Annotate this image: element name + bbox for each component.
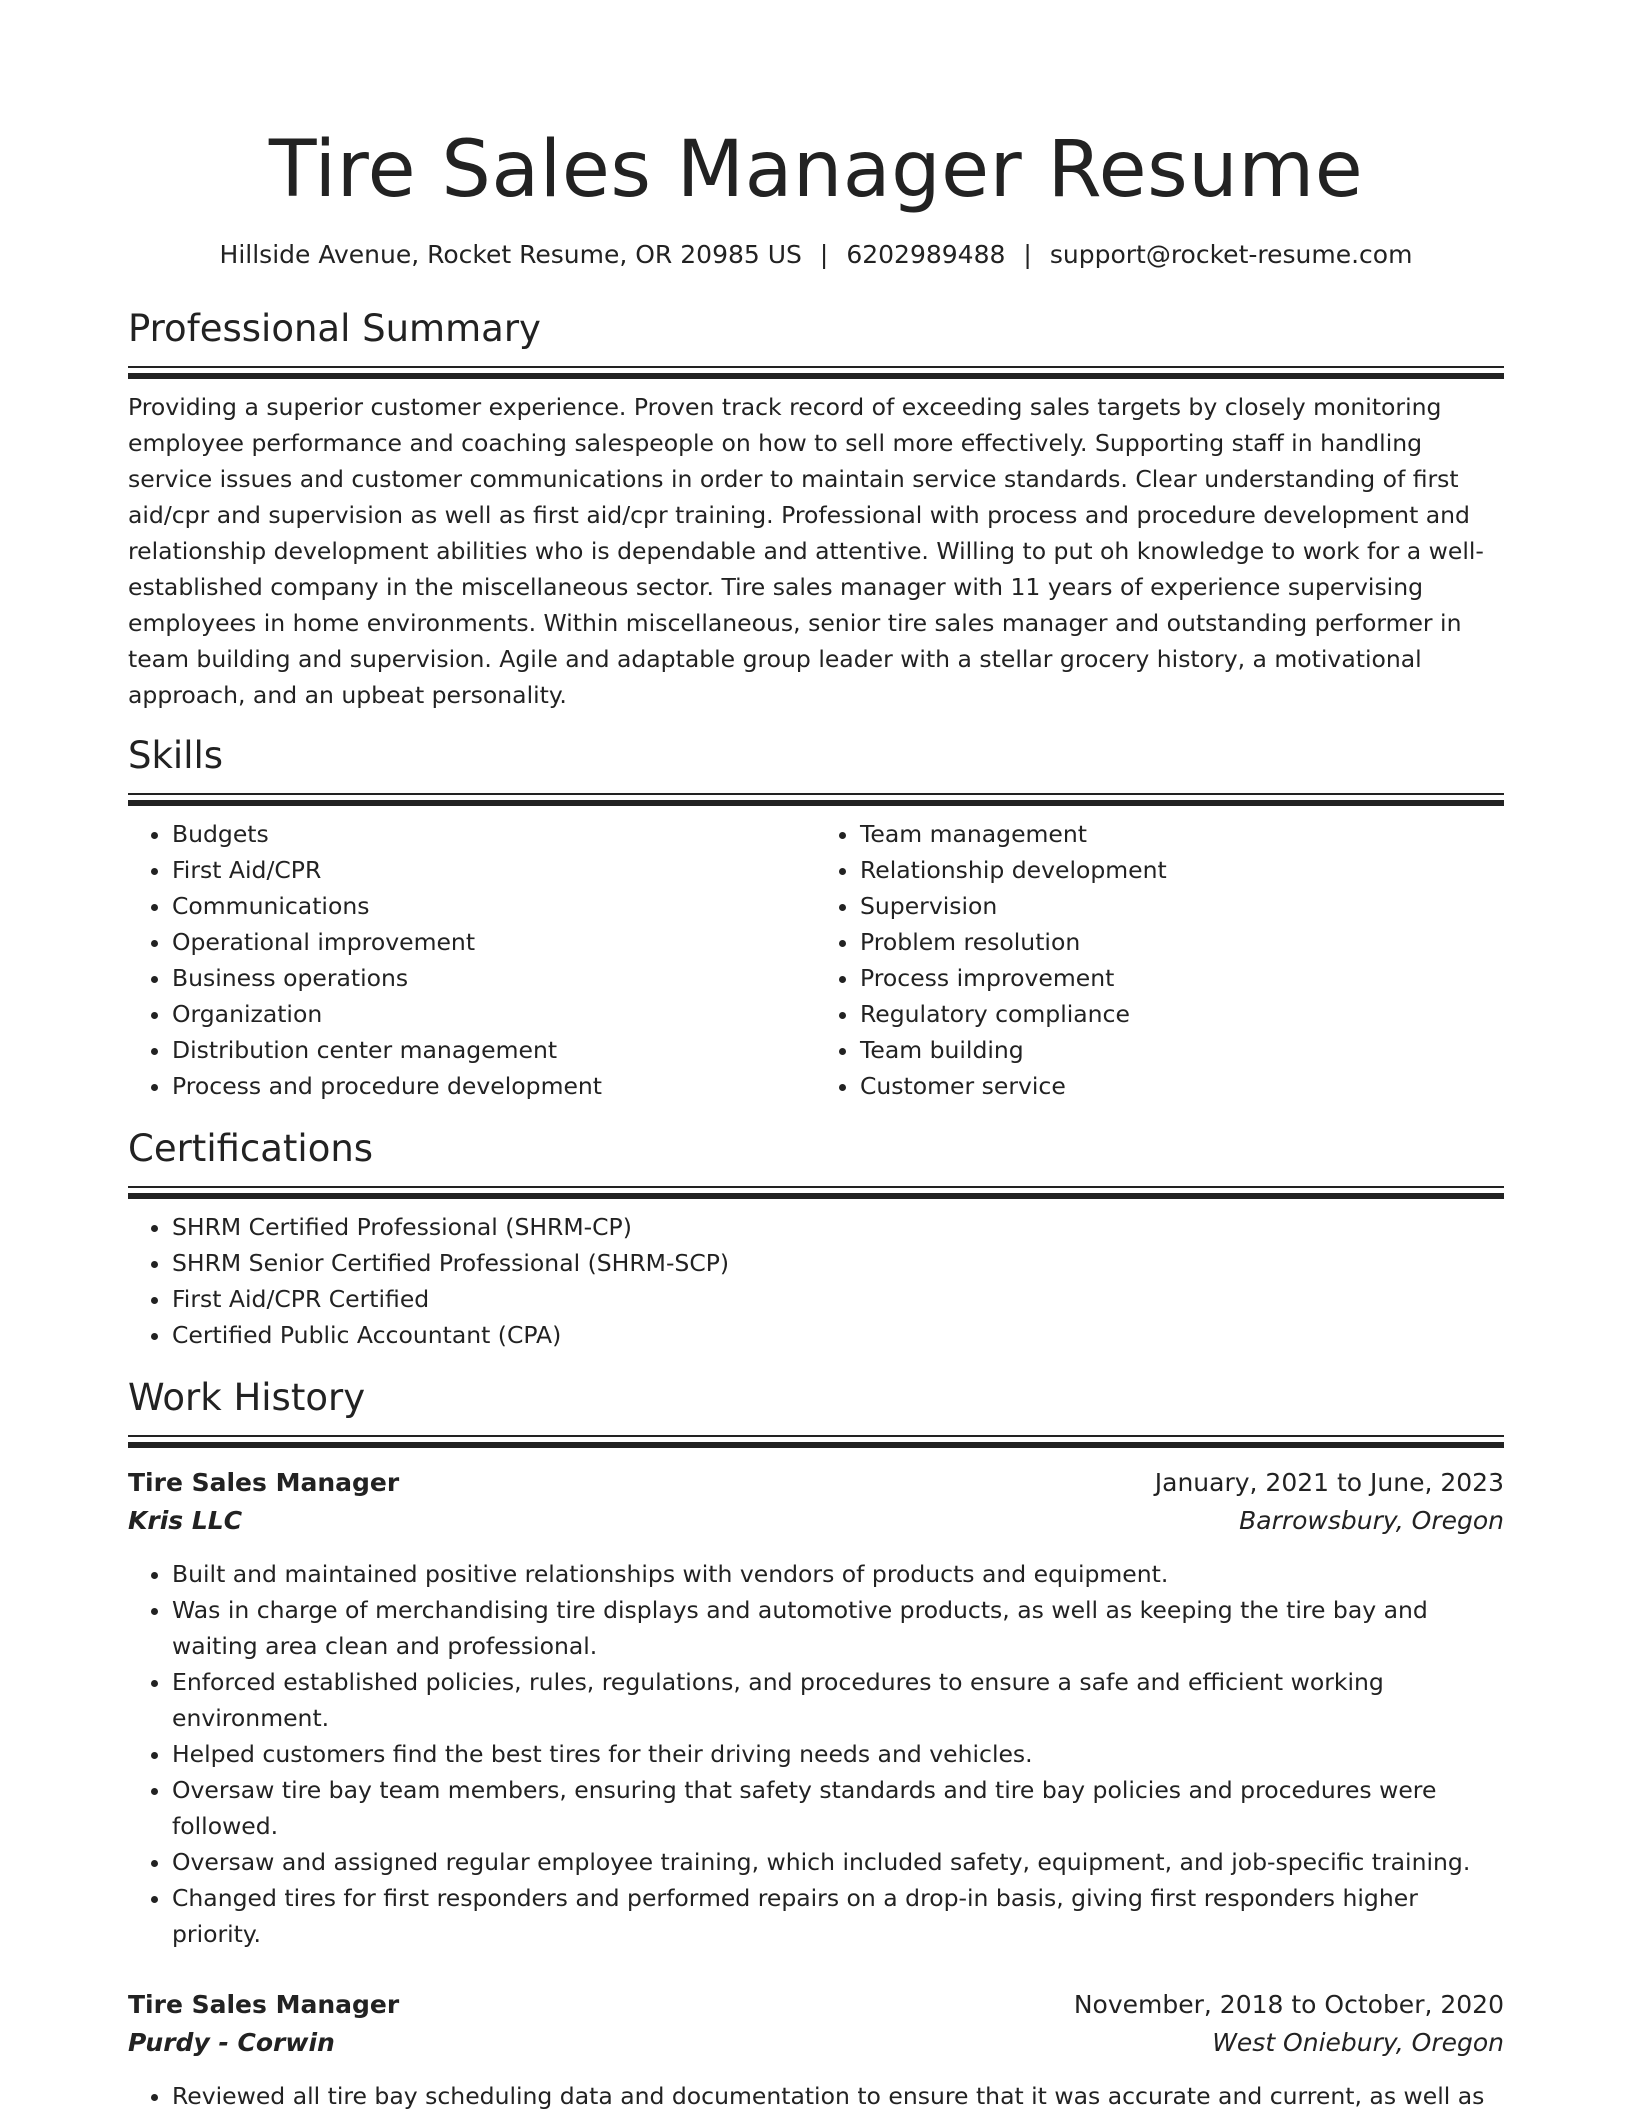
skill-item: • Distribution center management	[172, 1032, 816, 1068]
certifications-heading: Certifications	[128, 1127, 374, 1170]
job-company: Kris LLC	[128, 1506, 243, 1535]
contact-separator: |	[819, 240, 829, 269]
section-divider	[128, 793, 1504, 806]
job-bullet: • Was in charge of merchandising tire displays and automotive products, as well as keeping the tire bay and waiting area clean and professional.	[172, 1592, 1504, 1664]
skill-item: • First Aid/CPR	[172, 852, 816, 888]
skill-item: • Supervision	[860, 888, 1504, 924]
skill-item: • Team building	[860, 1032, 1504, 1068]
job-dates: November, 2018 to October, 2020	[1073, 1990, 1504, 2019]
job-bullet: • Helped customers find the best tires for their driving needs and vehicles.	[172, 1736, 1504, 1772]
job-location: Barrowsbury, Oregon	[1239, 1506, 1504, 1535]
skills-section	[128, 733, 1504, 1104]
certification-item: • First Aid/CPR Certified	[172, 1281, 1504, 1317]
work-history-heading: Work History	[128, 1376, 366, 1419]
skill-item: • Business operations	[172, 960, 816, 996]
certifications-list	[128, 1209, 1504, 1353]
job-bullets	[128, 2078, 1504, 2114]
job-title: Tire Sales Manager	[128, 1468, 400, 1497]
job-header-row	[128, 1464, 1504, 1502]
job-bullet: • Enforced established policies, rules, regulations, and procedures to ensure a safe and efficient working environment.	[172, 1664, 1504, 1736]
skill-item: • Operational improvement	[172, 924, 816, 960]
skill-item: • Relationship development	[860, 852, 1504, 888]
skills-grid	[128, 806, 1504, 1104]
contact-separator: |	[1023, 240, 1032, 269]
skills-left-list	[128, 816, 816, 1104]
skill-item: • Problem resolution	[860, 924, 1504, 960]
contact-email: support@rocket-resume.com	[1049, 240, 1413, 269]
skills-right-list	[816, 816, 1504, 1104]
job-title: Tire Sales Manager	[128, 1990, 400, 2019]
skill-item: • Process and procedure development	[172, 1068, 816, 1104]
job-header-row	[128, 1986, 1504, 2024]
section-divider	[128, 1186, 1504, 1199]
certification-item: • SHRM Senior Certified Professional (SHRM-SCP)	[172, 1245, 1504, 1281]
job-bullet: • Oversaw tire bay team members, ensuring that safety standards and tire bay policies and procedures were followed.	[172, 1772, 1504, 1844]
job-bullet: • Changed tires for first responders and performed repairs on a drop-in basis, giving first responders higher priority.	[172, 1880, 1504, 1952]
skill-item: • Regulatory compliance	[860, 996, 1504, 1032]
skill-item: • Budgets	[172, 816, 816, 852]
summary-text: Providing a superior customer experience. Proven track record of exceeding sales targets by closely monitoring employee performance and coaching salespeople on how to sell more effectively. Supporting staff in handling service issues and customer communications in order to maintain service standards. Clear understanding of first aid/cpr and supervision as well as first aid/cpr training. Professional with process and procedure development and relationship development abilities who is dependable and attentive. Willing to put oh knowledge to work for a well-established company in the miscellaneous sector. Tire sales manager with 11 years of experience supervising employees in home environments. Within miscellaneous, senior tire sales manager and outstanding performer in team building and supervision. Agile and adaptable group leader with a stellar grocery history, a motivational approach, and an upbeat personality.	[128, 393, 1484, 709]
section-divider	[128, 1435, 1504, 1448]
certification-item: • Certified Public Accountant (CPA)	[172, 1317, 1504, 1353]
job-dates: January, 2021 to June, 2023	[1154, 1468, 1504, 1497]
skill-item: • Communications	[172, 888, 816, 924]
work-history-section	[128, 1375, 1504, 2114]
certification-item: • SHRM Certified Professional (SHRM-CP)	[172, 1209, 1504, 1245]
skill-item: • Process improvement	[860, 960, 1504, 996]
job-entry	[128, 1986, 1504, 2114]
certifications-section	[128, 1126, 1504, 1353]
contact-address: Hillside Avenue, Rocket Resume, OR 20985 US	[219, 240, 802, 269]
contact-phone: 6202989488	[846, 240, 1006, 269]
job-subheader-row	[128, 2024, 1504, 2062]
job-bullet: • Oversaw and assigned regular employee training, which included safety, equipment, and job-specific training.	[172, 1844, 1504, 1880]
summary-section	[128, 306, 1504, 713]
job-location: West Oniebury, Oregon	[1212, 2028, 1504, 2057]
job-bullet: • Reviewed all tire bay scheduling data and documentation to ensure that it was accurate and current, as well as	[172, 2078, 1504, 2114]
job-bullets	[128, 1556, 1504, 1952]
job-subheader-row	[128, 1502, 1504, 1540]
job-entry	[128, 1464, 1504, 1952]
skill-item: • Organization	[172, 996, 816, 1032]
summary-heading: Professional Summary	[128, 307, 541, 350]
skill-item: • Team management	[860, 816, 1504, 852]
job-bullet: • Built and maintained positive relationships with vendors of products and equipment.	[172, 1556, 1504, 1592]
resume-title: Tire Sales Manager Resume	[268, 125, 1364, 215]
skills-heading: Skills	[128, 734, 224, 777]
section-divider	[128, 366, 1504, 379]
job-company: Purdy - Corwin	[128, 2028, 335, 2057]
contact-line	[128, 238, 1504, 272]
skill-item: • Customer service	[860, 1068, 1504, 1104]
